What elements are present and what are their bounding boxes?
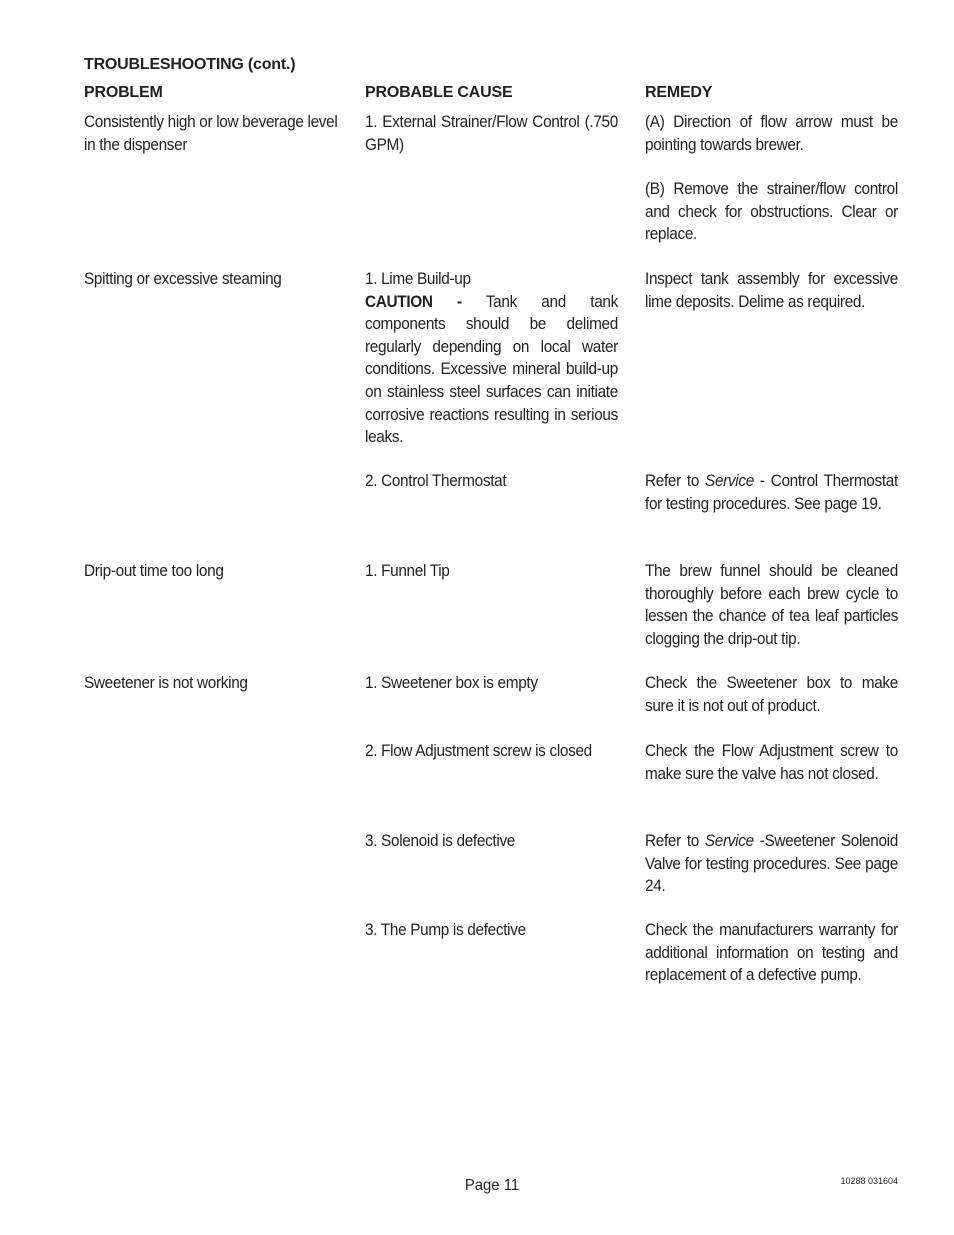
document-code: 10288 031604: [840, 1176, 898, 1186]
remedy-cell: [645, 830, 898, 898]
page-number: Page 11: [464, 1177, 520, 1194]
remedy-text: - Control Thermostat for testing procedures. See page 19.: [645, 472, 898, 513]
cause-cell: [365, 268, 618, 449]
remedy-cell: (A) Direction of flow arrow must be pointing towards brewer.: [645, 113, 898, 154]
remedy-text: -Sweetener Solenoid Valve for testing procedures. See page 24.: [645, 832, 898, 896]
remedy-cell: (B) Remove the strainer/flow control and check for obstructions. Clear or replace.: [645, 180, 898, 244]
column-header-remedy: REMEDY: [645, 84, 713, 101]
remedy-cell: Inspect tank assembly for excessive lime deposits. Delime as required.: [645, 270, 898, 311]
problem-cell: Drip-out time too long: [84, 562, 224, 580]
caution-note: [365, 291, 618, 449]
cause-cell: 3. The Pump is defective: [365, 921, 526, 939]
problem-cell: Sweetener is not working: [84, 674, 248, 692]
remedy-text: Refer to: [645, 832, 705, 850]
section-title: TROUBLESHOOTING (cont.): [84, 56, 296, 73]
cause-cell: 3. Solenoid is defective: [365, 832, 516, 850]
remedy-cell: Check the Flow Adjustment screw to make sure the valve has not closed.: [645, 742, 898, 783]
caution-label: CAUTION -: [365, 292, 462, 311]
cause-cell: 1. Funnel Tip: [365, 562, 450, 580]
service-reference: Service: [704, 832, 754, 850]
column-header-problem: PROBLEM: [84, 84, 163, 101]
cause-cell: 2. Control Thermostat: [365, 472, 507, 490]
remedy-text: Refer to: [645, 472, 706, 490]
caution-text: Tank and tank components should be delimed regularly depending on local water conditions. Excessive mineral build-up on stainless steel surfaces can initiate corrosive reactions resulting in serious leaks.: [365, 292, 618, 447]
cause-cell: 1. External Strainer/Flow Control (.750 GPM): [365, 113, 618, 154]
remedy-cell: The brew funnel should be cleaned thoroughly before each brew cycle to lessen the chance of tea leaf particles clogging the drip-out tip.: [645, 562, 898, 648]
problem-cell: Spitting or excessive steaming: [84, 270, 282, 288]
service-reference: Service: [705, 472, 754, 490]
remedy-cell: [645, 470, 898, 515]
remedy-cell: Check the Sweetener box to make sure it is not out of product.: [645, 674, 898, 715]
problem-cell: Consistently high or low beverage level in the dispenser: [84, 113, 338, 154]
column-header-cause: PROBABLE CAUSE: [365, 84, 513, 101]
cause-cell: 2. Flow Adjustment screw is closed: [365, 742, 592, 760]
remedy-cell: Check the manufacturers warranty for additional information on testing and replacement of a defective pump.: [645, 921, 898, 985]
cause-cell: 1. Sweetener box is empty: [365, 674, 538, 692]
cause-title: 1. Lime Build-up: [365, 270, 471, 288]
